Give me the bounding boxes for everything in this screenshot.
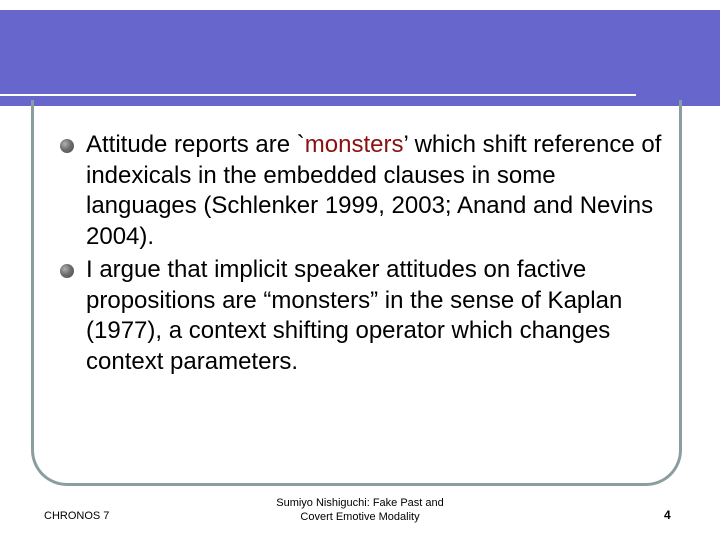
footer-left: CHRONOS 7 [44,510,110,522]
bullet-dot-icon [60,264,74,278]
title-band [0,10,720,94]
footer-author-title: Sumiyo Nishiguchi: Fake Past and [276,497,444,509]
bullet-text-pre: Attitude reports are ` [86,131,305,158]
footer-subtitle: Covert Emotive Modality [300,511,420,523]
bullet-text-post: ’ which shift reference of indexicals in the embedded clauses in some languages (Schlenker 1999, 2003; Anand and Nevins 2004). [86,131,662,250]
bullet-list [60,130,670,380]
footer-center [240,496,480,524]
bullet-text: I argue that implicit speaker attitudes on factive propositions are “monsters” in the sense of Kaplan (1977), a context shifting operator which changes context parameters. [86,256,623,375]
bullet-dot-icon [60,139,74,153]
highlighted-term: monsters [304,131,404,158]
page-number: 4 [664,508,671,522]
bullet-item [60,255,670,377]
bullet-item [60,130,670,252]
title-divider [0,94,636,96]
